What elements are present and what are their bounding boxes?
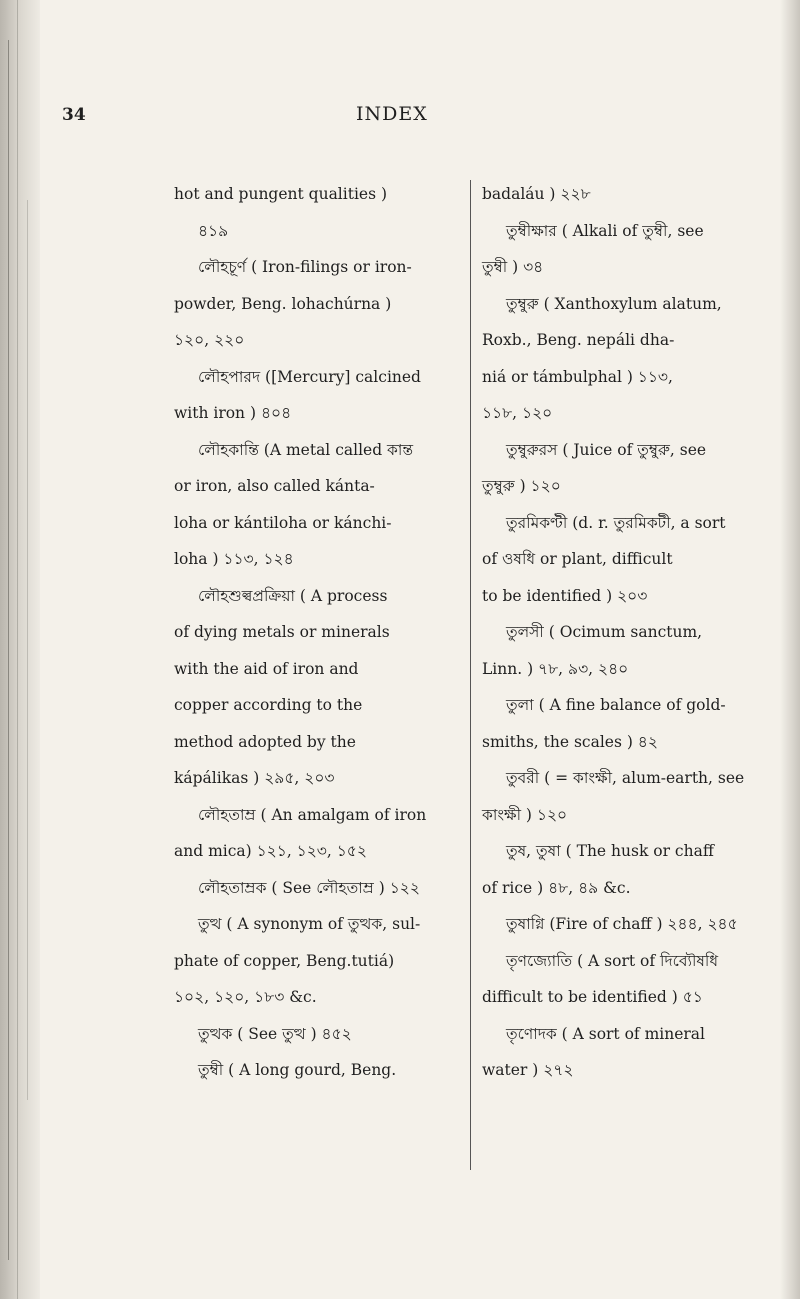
right-line: difficult to be identified ) ৫১	[482, 988, 703, 1006]
left-line: লৌহপারদ ([Mercury] calcined	[198, 367, 421, 386]
left-line: লৌহচূর্ণ ( Iron-filings or iron-	[198, 258, 412, 276]
left-line: with iron ) ৪০৪	[174, 404, 292, 422]
right-line: তুষ, তুষা ( The husk or chaff	[506, 842, 714, 860]
right-line: তুরমিকণ্টী (d. r. তুরমিকটী, a sort	[506, 513, 726, 532]
right-line: Roxb., Beng. nepáli dha-	[482, 331, 675, 349]
left-line: লৌহকান্তি (A metal called কান্ত	[198, 440, 414, 459]
left-line: loha ) ১১৩, ১২৪	[174, 550, 294, 568]
right-line: Linn. ) ৭৮, ৯৩, ২৪০	[482, 659, 629, 678]
left-line: kápálikas ) ২৯৫, ২০৩	[174, 769, 335, 787]
left-line: copper according to the	[174, 696, 363, 714]
left-line: and mica) ১২১, ১২৩, ১৫২	[174, 842, 367, 860]
right-line: of ওষধি or plant, difficult	[482, 550, 673, 568]
left-line: phate of copper, Beng.tutiá)	[174, 951, 395, 970]
left-line: লৌহশুল্বপ্রক্রিয়া ( A process	[198, 586, 388, 605]
page-heading: INDEX	[356, 103, 428, 125]
right-line: তুম্বুরু ( Xanthoxylum alatum,	[506, 294, 722, 313]
right-line: তুষাগ্নি (Fire of chaff ) ২৪৪, ২৪৫	[506, 915, 738, 933]
right-line: তুলা ( A fine balance of gold-	[506, 696, 726, 714]
right-line: badaláu ) ২২৮	[482, 185, 591, 203]
right-line: smiths, the scales ) ৪২	[482, 732, 658, 751]
left-line: method adopted by the	[174, 732, 356, 751]
left-line: লৌহতাম্র ( An amalgam of iron	[198, 805, 427, 824]
index-column-left	[174, 176, 462, 1089]
left-line: ১০২, ১২০, ১৮৩ &c.	[174, 988, 317, 1006]
left-line: loha or kántiloha or kánchi-	[174, 513, 392, 532]
page-number: 34	[62, 105, 86, 125]
right-line: তুম্বুরু ) ১২০	[482, 477, 561, 495]
left-line: ১২০, ২২০	[174, 331, 245, 349]
left-line: of dying metals or minerals	[174, 623, 390, 641]
left-line: with the aid of iron and	[174, 659, 359, 678]
right-line: to be identified ) ২০৩	[482, 586, 648, 605]
right-line: water ) ২৭২	[482, 1061, 574, 1079]
left-line: লৌহতাম্রক ( See লৌহতাম্র ) ১২২	[198, 878, 420, 897]
right-line: of rice ) ৪৮, ৪৯ &c.	[482, 878, 631, 897]
left-line: তুত্থ ( A synonym of তুত্থক, sul-	[198, 915, 421, 933]
right-line: তৃণজ্যোতি ( A sort of দিব্যৌষধি	[506, 951, 719, 970]
book-spine-shadow	[0, 0, 40, 1299]
right-line: niá or támbulphal ) ১১৩,	[482, 367, 673, 386]
left-line: hot and pungent qualities )	[174, 185, 388, 203]
left-line: or iron, also called kánta-	[174, 477, 375, 495]
page-edge-shadow	[780, 0, 800, 1299]
left-line: powder, Beng. lohachúrna )	[174, 294, 392, 313]
right-line: তুলসী ( Ocimum sanctum,	[506, 623, 703, 641]
left-line: তুত্থক ( See তুত্থ ) ৪৫২	[198, 1024, 352, 1043]
right-line: কাংক্ষী ) ১২০	[482, 805, 568, 824]
right-line: তৃণোদক ( A sort of mineral	[506, 1024, 705, 1043]
right-line: তুম্বী ) ৩৪	[482, 258, 544, 276]
column-divider	[470, 180, 471, 1170]
index-column-right	[482, 176, 782, 1089]
left-line: ৪১৯	[198, 221, 229, 240]
right-line: ১১৮, ১২০	[482, 404, 553, 422]
right-line: তুম্বুরুরস ( Juice of তুম্বুরু, see	[506, 440, 707, 459]
right-line: তুম্বীক্ষার ( Alkali of তুম্বী, see	[506, 221, 704, 240]
right-line: তুবরী ( = কাংক্ষী, alum-earth, see	[506, 769, 745, 787]
left-line: তুম্বী ( A long gourd, Beng.	[198, 1061, 397, 1079]
